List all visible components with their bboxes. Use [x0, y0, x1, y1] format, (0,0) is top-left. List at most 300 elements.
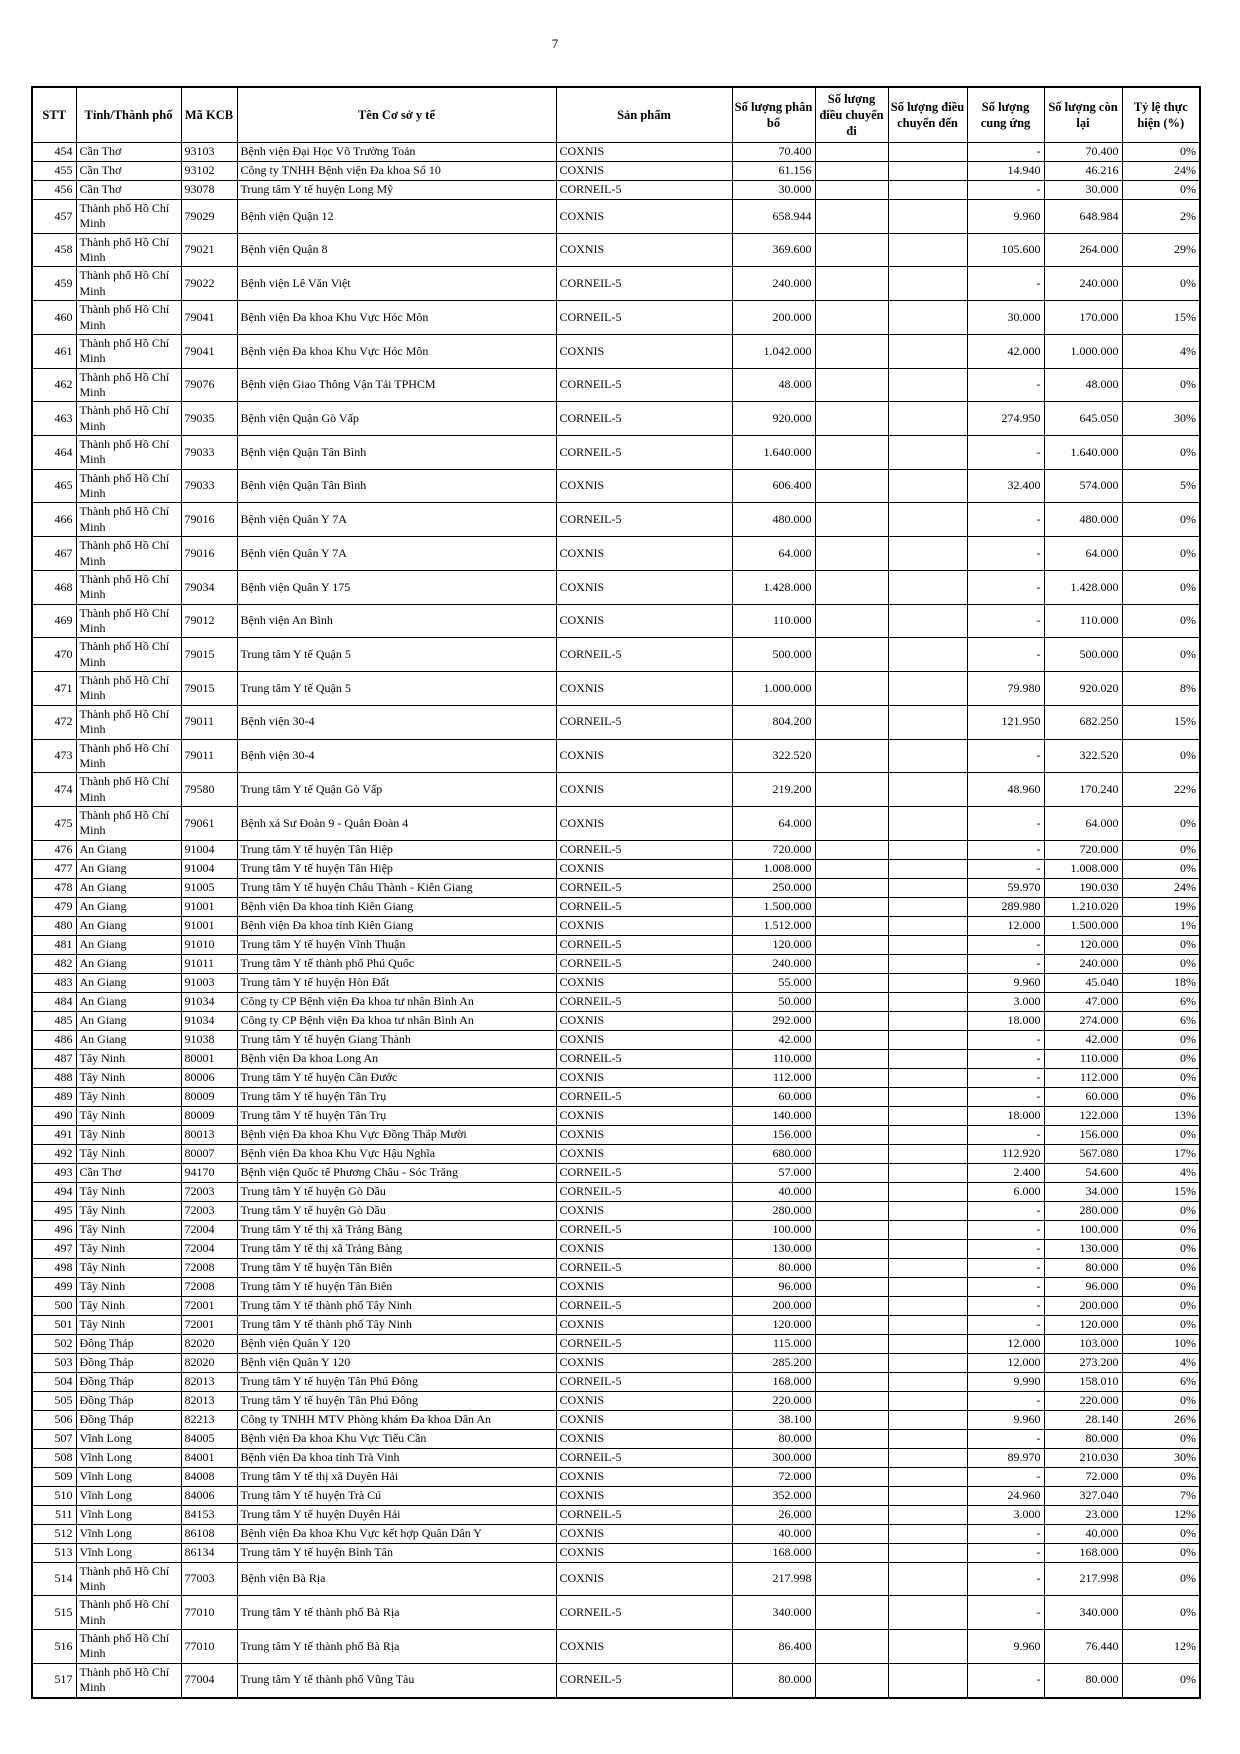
cell-remaining: 76.440 [1044, 1630, 1122, 1664]
cell-code: 91034 [181, 1011, 237, 1030]
cell-remaining: 682.250 [1044, 705, 1122, 739]
page-number: 7 [551, 36, 559, 51]
cell-facility: Trung tâm Y tế huyện Tân Biên [237, 1258, 556, 1277]
cell-code: 79076 [181, 368, 237, 402]
cell-transfer-out [815, 162, 888, 181]
cell-remaining: 103.000 [1044, 1334, 1122, 1353]
cell-transfer-in [888, 1144, 967, 1163]
cell-transfer-out [815, 1524, 888, 1543]
table-row [32, 1315, 1200, 1334]
cell-stt: 468 [32, 570, 76, 604]
cell-supplied: - [967, 1467, 1044, 1486]
cell-stt: 470 [32, 638, 76, 672]
cell-stt: 476 [32, 840, 76, 859]
cell-transfer-out [815, 1448, 888, 1467]
cell-province: An Giang [76, 992, 181, 1011]
cell-stt: 464 [32, 436, 76, 470]
cell-facility: Bệnh viện Đa khoa Long An [237, 1049, 556, 1068]
cell-allocated: 240.000 [732, 954, 815, 973]
cell-code: 91004 [181, 859, 237, 878]
cell-transfer-in [888, 1562, 967, 1596]
cell-facility: Trung tâm Y tế thành phố Tây Ninh [237, 1315, 556, 1334]
table-row [32, 1125, 1200, 1144]
cell-facility: Trung tâm Y tế huyện Gò Dầu [237, 1201, 556, 1220]
cell-allocated: 1.640.000 [732, 436, 815, 470]
cell-stt: 509 [32, 1467, 76, 1486]
cell-rate: 0% [1122, 1391, 1200, 1410]
cell-product: CORNEIL-5 [556, 1220, 732, 1239]
cell-rate: 0% [1122, 1277, 1200, 1296]
cell-transfer-in [888, 402, 967, 436]
cell-stt: 473 [32, 739, 76, 773]
cell-stt: 477 [32, 859, 76, 878]
cell-transfer-in [888, 1410, 967, 1429]
cell-facility: Trung tâm Y tế thành phố Tây Ninh [237, 1296, 556, 1315]
cell-stt: 498 [32, 1258, 76, 1277]
cell-supplied: 289.980 [967, 897, 1044, 916]
cell-product: COXNIS [556, 143, 732, 162]
cell-allocated: 140.000 [732, 1106, 815, 1125]
cell-transfer-in [888, 1663, 967, 1697]
cell-remaining: 48.000 [1044, 368, 1122, 402]
cell-code: 91001 [181, 897, 237, 916]
cell-code: 82213 [181, 1410, 237, 1429]
cell-stt: 481 [32, 935, 76, 954]
cell-facility: Bệnh xá Sư Đoàn 9 - Quân Đoàn 4 [237, 806, 556, 840]
cell-code: 93078 [181, 181, 237, 200]
cell-transfer-in [888, 537, 967, 571]
cell-code: 77010 [181, 1596, 237, 1630]
cell-supplied: 105.600 [967, 233, 1044, 267]
cell-allocated: 100.000 [732, 1220, 815, 1239]
cell-allocated: 80.000 [732, 1258, 815, 1277]
cell-remaining: 130.000 [1044, 1239, 1122, 1258]
cell-transfer-out [815, 469, 888, 503]
column-header-facility: Tên Cơ sở y tế [237, 87, 556, 143]
table-row [32, 1011, 1200, 1030]
cell-stt: 513 [32, 1543, 76, 1562]
cell-province: Tây Ninh [76, 1239, 181, 1258]
cell-rate: 26% [1122, 1410, 1200, 1429]
table-row [32, 503, 1200, 537]
cell-transfer-out [815, 1163, 888, 1182]
cell-rate: 15% [1122, 1182, 1200, 1201]
cell-code: 72008 [181, 1277, 237, 1296]
cell-rate: 15% [1122, 301, 1200, 335]
cell-rate: 0% [1122, 537, 1200, 571]
cell-remaining: 110.000 [1044, 604, 1122, 638]
cell-transfer-in [888, 973, 967, 992]
table-row [32, 806, 1200, 840]
cell-product: CORNEIL-5 [556, 436, 732, 470]
cell-stt: 511 [32, 1505, 76, 1524]
cell-facility: Bệnh viện Quân Y 175 [237, 570, 556, 604]
cell-product: CORNEIL-5 [556, 1258, 732, 1277]
cell-code: 72004 [181, 1239, 237, 1258]
cell-product: COXNIS [556, 1125, 732, 1144]
cell-code: 72004 [181, 1220, 237, 1239]
cell-product: CORNEIL-5 [556, 1334, 732, 1353]
cell-product: CORNEIL-5 [556, 878, 732, 897]
table-row [32, 1353, 1200, 1372]
cell-province: Vĩnh Long [76, 1524, 181, 1543]
cell-code: 79061 [181, 806, 237, 840]
cell-transfer-out [815, 1182, 888, 1201]
cell-rate: 0% [1122, 1562, 1200, 1596]
cell-stt: 492 [32, 1144, 76, 1163]
cell-stt: 512 [32, 1524, 76, 1543]
cell-transfer-out [815, 1372, 888, 1391]
cell-facility: Trung tâm Y tế huyện Tân Phú Đông [237, 1372, 556, 1391]
table-row [32, 1543, 1200, 1562]
cell-remaining: 920.020 [1044, 672, 1122, 706]
cell-product: COXNIS [556, 537, 732, 571]
cell-product: CORNEIL-5 [556, 897, 732, 916]
cell-rate: 0% [1122, 1315, 1200, 1334]
cell-supplied: 79.980 [967, 672, 1044, 706]
cell-transfer-in [888, 954, 967, 973]
table-row [32, 1220, 1200, 1239]
cell-product: COXNIS [556, 1410, 732, 1429]
cell-stt: 491 [32, 1125, 76, 1144]
cell-remaining: 110.000 [1044, 1049, 1122, 1068]
cell-allocated: 80.000 [732, 1429, 815, 1448]
cell-allocated: 115.000 [732, 1334, 815, 1353]
cell-supplied: - [967, 181, 1044, 200]
cell-code: 94170 [181, 1163, 237, 1182]
cell-allocated: 280.000 [732, 1201, 815, 1220]
table-row [32, 1486, 1200, 1505]
cell-province: Thành phố Hồ Chí Minh [76, 233, 181, 267]
cell-remaining: 220.000 [1044, 1391, 1122, 1410]
cell-facility: Trung tâm Y tế huyện Tân Trụ [237, 1106, 556, 1125]
table-row [32, 162, 1200, 181]
cell-transfer-out [815, 368, 888, 402]
cell-allocated: 352.000 [732, 1486, 815, 1505]
cell-remaining: 23.000 [1044, 1505, 1122, 1524]
cell-product: CORNEIL-5 [556, 705, 732, 739]
cell-remaining: 210.030 [1044, 1448, 1122, 1467]
cell-allocated: 112.000 [732, 1068, 815, 1087]
cell-province: Vĩnh Long [76, 1467, 181, 1486]
cell-province: An Giang [76, 1030, 181, 1049]
cell-product: COXNIS [556, 162, 732, 181]
cell-province: Tây Ninh [76, 1220, 181, 1239]
cell-transfer-in [888, 705, 967, 739]
cell-allocated: 804.200 [732, 705, 815, 739]
cell-stt: 517 [32, 1663, 76, 1697]
cell-product: CORNEIL-5 [556, 1505, 732, 1524]
cell-province: Tây Ninh [76, 1106, 181, 1125]
cell-stt: 469 [32, 604, 76, 638]
cell-transfer-in [888, 1030, 967, 1049]
cell-stt: 474 [32, 773, 76, 807]
column-header-stt: STT [32, 87, 76, 143]
cell-product: COXNIS [556, 604, 732, 638]
cell-transfer-in [888, 1372, 967, 1391]
cell-province: An Giang [76, 1011, 181, 1030]
cell-remaining: 322.520 [1044, 739, 1122, 773]
cell-stt: 482 [32, 954, 76, 973]
cell-rate: 10% [1122, 1334, 1200, 1353]
cell-allocated: 26.000 [732, 1505, 815, 1524]
column-header-code: Mã KCB [181, 87, 237, 143]
cell-transfer-in [888, 992, 967, 1011]
column-header-province: Tỉnh/Thành phố [76, 87, 181, 143]
cell-supplied: 32.400 [967, 469, 1044, 503]
cell-transfer-in [888, 1296, 967, 1315]
cell-code: 82020 [181, 1334, 237, 1353]
cell-province: Đồng Tháp [76, 1372, 181, 1391]
cell-province: Tây Ninh [76, 1049, 181, 1068]
cell-province: Cần Thơ [76, 1163, 181, 1182]
cell-transfer-in [888, 1448, 967, 1467]
cell-code: 79035 [181, 402, 237, 436]
column-header-transfer-in: Số lượng điều chuyển đến [888, 87, 967, 143]
cell-remaining: 42.000 [1044, 1030, 1122, 1049]
cell-supplied: 14.940 [967, 162, 1044, 181]
cell-rate: 0% [1122, 1201, 1200, 1220]
table-row [32, 301, 1200, 335]
cell-allocated: 60.000 [732, 1087, 815, 1106]
cell-supplied: 12.000 [967, 1334, 1044, 1353]
cell-province: Thành phố Hồ Chí Minh [76, 672, 181, 706]
table-row [32, 604, 1200, 638]
cell-province: Thành phố Hồ Chí Minh [76, 267, 181, 301]
cell-allocated: 86.400 [732, 1630, 815, 1664]
cell-rate: 0% [1122, 806, 1200, 840]
table-row [32, 1087, 1200, 1106]
cell-province: Vĩnh Long [76, 1543, 181, 1562]
cell-transfer-in [888, 1630, 967, 1664]
cell-code: 79015 [181, 672, 237, 706]
cell-rate: 0% [1122, 368, 1200, 402]
cell-code: 91005 [181, 878, 237, 897]
table-row [32, 1144, 1200, 1163]
cell-supplied: - [967, 935, 1044, 954]
cell-allocated: 920.000 [732, 402, 815, 436]
cell-province: Đồng Tháp [76, 1410, 181, 1429]
cell-allocated: 72.000 [732, 1467, 815, 1486]
cell-remaining: 60.000 [1044, 1087, 1122, 1106]
cell-product: COXNIS [556, 1562, 732, 1596]
cell-allocated: 1.008.000 [732, 859, 815, 878]
cell-facility: Trung tâm Y tế huyện Long Mỹ [237, 181, 556, 200]
cell-province: An Giang [76, 897, 181, 916]
cell-transfer-in [888, 503, 967, 537]
cell-supplied: - [967, 954, 1044, 973]
cell-supplied: - [967, 1258, 1044, 1277]
table-row [32, 1505, 1200, 1524]
cell-facility: Bệnh viện Quận 12 [237, 200, 556, 234]
cell-code: 91001 [181, 916, 237, 935]
cell-province: Đồng Tháp [76, 1353, 181, 1372]
cell-transfer-out [815, 1410, 888, 1429]
cell-transfer-out [815, 233, 888, 267]
cell-allocated: 30.000 [732, 181, 815, 200]
cell-remaining: 1.428.000 [1044, 570, 1122, 604]
cell-code: 79011 [181, 739, 237, 773]
cell-transfer-in [888, 267, 967, 301]
cell-stt: 502 [32, 1334, 76, 1353]
cell-supplied: 274.950 [967, 402, 1044, 436]
table-row [32, 181, 1200, 200]
cell-supplied: - [967, 1596, 1044, 1630]
cell-rate: 0% [1122, 1467, 1200, 1486]
cell-rate: 0% [1122, 935, 1200, 954]
cell-stt: 454 [32, 143, 76, 162]
cell-transfer-in [888, 1353, 967, 1372]
cell-code: 77010 [181, 1630, 237, 1664]
cell-remaining: 720.000 [1044, 840, 1122, 859]
cell-facility: Trung tâm Y tế huyện Gò Dầu [237, 1182, 556, 1201]
cell-stt: 514 [32, 1562, 76, 1596]
cell-transfer-in [888, 604, 967, 638]
cell-transfer-out [815, 859, 888, 878]
cell-allocated: 1.500.000 [732, 897, 815, 916]
table-row [32, 897, 1200, 916]
cell-rate: 1% [1122, 916, 1200, 935]
cell-stt: 516 [32, 1630, 76, 1664]
cell-remaining: 648.984 [1044, 200, 1122, 234]
cell-product: COXNIS [556, 1239, 732, 1258]
cell-transfer-out [815, 301, 888, 335]
cell-supplied: - [967, 570, 1044, 604]
cell-supplied: - [967, 1087, 1044, 1106]
cell-product: COXNIS [556, 570, 732, 604]
cell-rate: 0% [1122, 638, 1200, 672]
cell-transfer-in [888, 897, 967, 916]
cell-allocated: 680.000 [732, 1144, 815, 1163]
cell-allocated: 70.400 [732, 143, 815, 162]
cell-rate: 8% [1122, 672, 1200, 706]
cell-facility: Trung tâm Y tế huyện Giang Thành [237, 1030, 556, 1049]
cell-allocated: 1.000.000 [732, 672, 815, 706]
cell-allocated: 500.000 [732, 638, 815, 672]
cell-stt: 479 [32, 897, 76, 916]
table-body [32, 143, 1200, 1698]
cell-stt: 494 [32, 1182, 76, 1201]
cell-supplied: 9.960 [967, 1630, 1044, 1664]
cell-rate: 0% [1122, 1125, 1200, 1144]
table-row [32, 954, 1200, 973]
cell-remaining: 217.998 [1044, 1562, 1122, 1596]
cell-product: COXNIS [556, 916, 732, 935]
cell-rate: 29% [1122, 233, 1200, 267]
cell-rate: 0% [1122, 954, 1200, 973]
column-header-remaining: Số lượng còn lại [1044, 87, 1122, 143]
table-row [32, 402, 1200, 436]
cell-rate: 0% [1122, 1049, 1200, 1068]
cell-allocated: 200.000 [732, 1296, 815, 1315]
cell-product: COXNIS [556, 1106, 732, 1125]
column-header-product: Sản phẩm [556, 87, 732, 143]
cell-code: 79033 [181, 469, 237, 503]
table-row [32, 1429, 1200, 1448]
cell-product: CORNEIL-5 [556, 1163, 732, 1182]
allocation-table [31, 86, 1201, 1699]
cell-province: Thành phố Hồ Chí Minh [76, 200, 181, 234]
cell-supplied: - [967, 267, 1044, 301]
cell-province: Thành phố Hồ Chí Minh [76, 739, 181, 773]
cell-remaining: 1.640.000 [1044, 436, 1122, 470]
cell-remaining: 1.008.000 [1044, 859, 1122, 878]
cell-facility: Bệnh viện Đa khoa tỉnh Kiên Giang [237, 916, 556, 935]
cell-allocated: 40.000 [732, 1524, 815, 1543]
cell-remaining: 96.000 [1044, 1277, 1122, 1296]
cell-supplied: - [967, 806, 1044, 840]
cell-product: CORNEIL-5 [556, 1182, 732, 1201]
cell-stt: 500 [32, 1296, 76, 1315]
table-row [32, 267, 1200, 301]
cell-transfer-out [815, 954, 888, 973]
cell-province: Tây Ninh [76, 1315, 181, 1334]
cell-product: COXNIS [556, 1201, 732, 1220]
cell-facility: Bệnh viện Đa khoa Khu Vực Hậu Nghĩa [237, 1144, 556, 1163]
cell-supplied: - [967, 1296, 1044, 1315]
cell-product: COXNIS [556, 1524, 732, 1543]
cell-code: 80009 [181, 1106, 237, 1125]
cell-rate: 4% [1122, 1353, 1200, 1372]
table-row [32, 1239, 1200, 1258]
cell-rate: 7% [1122, 1486, 1200, 1505]
cell-rate: 22% [1122, 773, 1200, 807]
cell-facility: Bệnh viện Quân Y 120 [237, 1334, 556, 1353]
cell-transfer-out [815, 878, 888, 897]
cell-transfer-in [888, 1182, 967, 1201]
cell-stt: 459 [32, 267, 76, 301]
cell-remaining: 120.000 [1044, 935, 1122, 954]
cell-stt: 461 [32, 334, 76, 368]
cell-allocated: 322.520 [732, 739, 815, 773]
cell-code: 91004 [181, 840, 237, 859]
cell-rate: 0% [1122, 1663, 1200, 1697]
cell-allocated: 156.000 [732, 1125, 815, 1144]
table-row [32, 739, 1200, 773]
cell-rate: 0% [1122, 1087, 1200, 1106]
cell-code: 79580 [181, 773, 237, 807]
cell-allocated: 1.428.000 [732, 570, 815, 604]
cell-supplied: 2.400 [967, 1163, 1044, 1182]
cell-rate: 24% [1122, 878, 1200, 897]
cell-remaining: 122.000 [1044, 1106, 1122, 1125]
cell-supplied: 6.000 [967, 1182, 1044, 1201]
cell-stt: 505 [32, 1391, 76, 1410]
cell-transfer-in [888, 1334, 967, 1353]
cell-code: 80013 [181, 1125, 237, 1144]
cell-rate: 13% [1122, 1106, 1200, 1125]
cell-supplied: - [967, 1220, 1044, 1239]
cell-product: CORNEIL-5 [556, 181, 732, 200]
cell-remaining: 500.000 [1044, 638, 1122, 672]
cell-facility: Trung tâm Y tế thị xã Trảng Bàng [237, 1220, 556, 1239]
cell-code: 84006 [181, 1486, 237, 1505]
cell-transfer-out [815, 436, 888, 470]
cell-stt: 483 [32, 973, 76, 992]
cell-province: Vĩnh Long [76, 1448, 181, 1467]
cell-code: 80006 [181, 1068, 237, 1087]
column-header-transfer-out: Số lượng điều chuyển đi [815, 87, 888, 143]
table-row [32, 1410, 1200, 1429]
cell-supplied: - [967, 1277, 1044, 1296]
cell-remaining: 340.000 [1044, 1596, 1122, 1630]
cell-code: 79041 [181, 334, 237, 368]
cell-rate: 0% [1122, 1068, 1200, 1087]
cell-supplied: 18.000 [967, 1011, 1044, 1030]
cell-code: 84001 [181, 1448, 237, 1467]
cell-supplied: 9.990 [967, 1372, 1044, 1391]
cell-allocated: 1.042.000 [732, 334, 815, 368]
